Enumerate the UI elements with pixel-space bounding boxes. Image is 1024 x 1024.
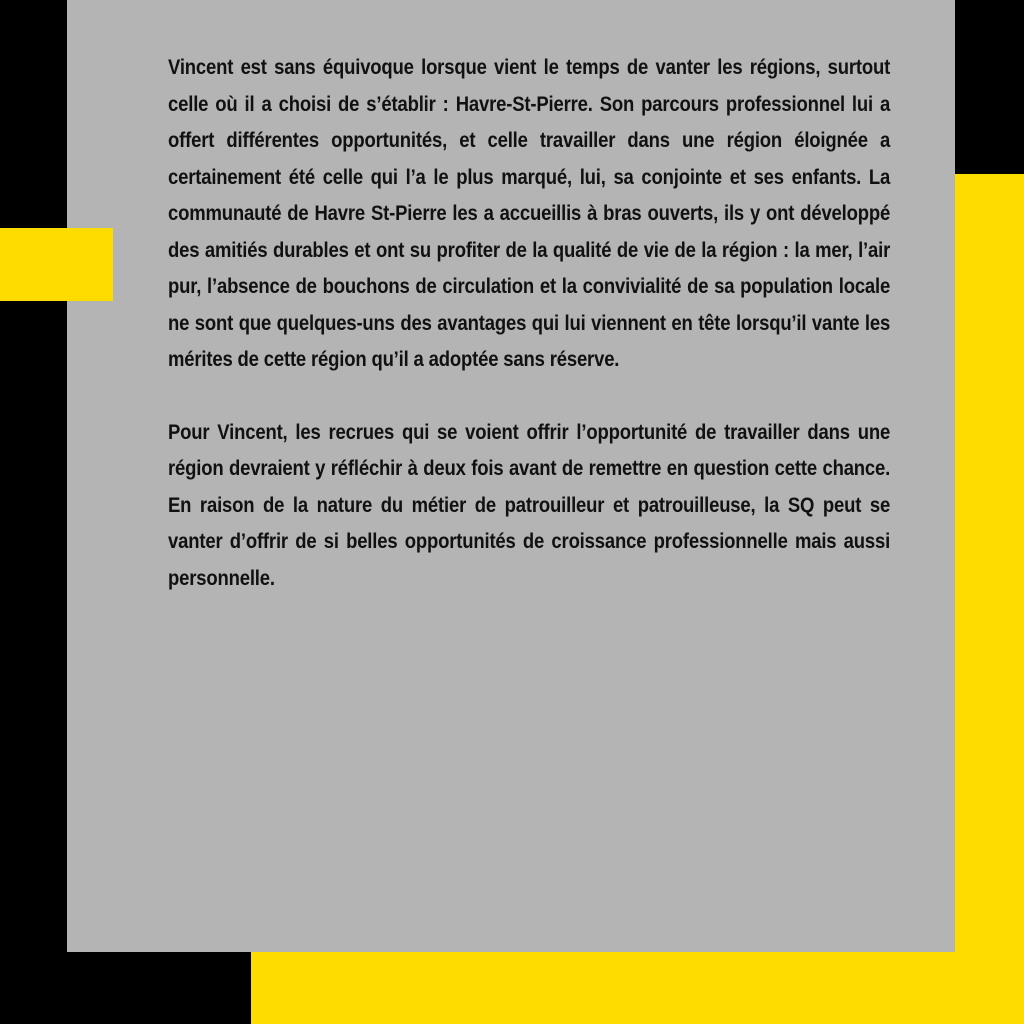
paragraph-2: Pour Vincent, les recrues qui se voient offrir l’opportunité de travailler dans une région devraient y réfléchir à deux fois avant de remettre en question cette chance. En raison de la nature du métier de patrouilleur et patrouilleuse, la SQ peut se vanter d’offrir de si belles opportunités de croissance professionnelle mais aussi personnelle. bbox=[168, 419, 891, 590]
paragraph-1: Vincent est sans équivoque lorsque vient le temps de vanter les régions, surtout celle où il a choisi de s’établir : Havre-St-Pierre. Son parcours professionnel lui a offert différentes opportunités, et celle travailler dans une région éloignée a certainement été celle qui l’a le plus marqué, lui, sa conjointe et ses enfants. La communauté de Havre St-Pierre les a accueillis à bras ouverts, ils y ont développé des amitiés durables et ont su profiter de la qualité de vie de la région : la mer, l’air pur, l’absence de bouchons de circulation et la convivialité de sa population locale ne sont que quelques-uns des avantages qui lui viennent en tête lorsqu’il vante les mérites de cette région qu’il a adoptée sans réserve. bbox=[168, 55, 891, 371]
yellow-accent-left bbox=[0, 228, 113, 301]
article-body bbox=[168, 49, 890, 596]
